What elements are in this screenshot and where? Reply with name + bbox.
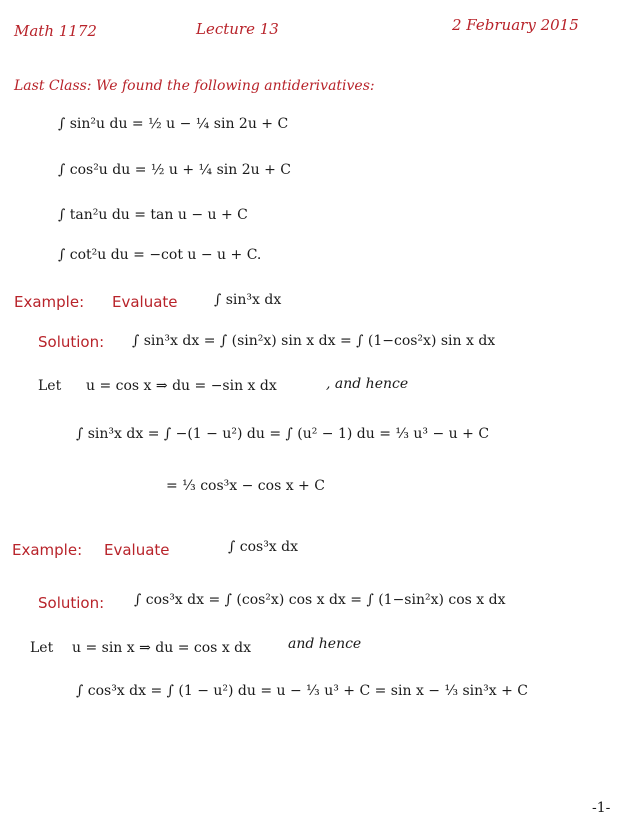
last-class-intro: Last Class: We found the following antiderivatives:: [14, 78, 375, 94]
page-number: -1-: [592, 800, 611, 816]
formula-cos-squared: ∫ cos²u du = ½ u + ¼ sin 2u + C: [58, 162, 291, 178]
example1-substitution: u = cos x ⇒ du = −sin x dx: [86, 378, 277, 394]
example2-let: Let: [30, 640, 54, 656]
example1-step2: = ⅓ cos³x − cos x + C: [166, 478, 325, 494]
example2-solution-line: ∫ cos³x dx = ∫ (cos²x) cos x dx = ∫ (1−sin²x) cos x dx: [134, 592, 506, 608]
example1-let: Let: [38, 378, 62, 394]
example2-and-hence: and hence: [288, 636, 362, 652]
example2-solution-label: Solution:: [38, 594, 105, 612]
example1-label: Example:: [14, 293, 85, 311]
lecture-date: 2 February 2015: [452, 16, 579, 34]
example2-label: Example:: [12, 541, 83, 559]
example1-prompt: Evaluate: [112, 293, 178, 311]
example2-step1: ∫ cos³x dx = ∫ (1 − u²) du = u − ⅓ u³ + C = sin x − ⅓ sin³x + C: [76, 683, 529, 699]
formula-cot-squared: ∫ cot²u du = −cot u − u + C.: [58, 247, 262, 263]
example1-solution-line: ∫ sin³x dx = ∫ (sin²x) sin x dx = ∫ (1−cos²x) sin x dx: [132, 333, 496, 349]
example1-and-hence: , and hence: [326, 376, 409, 392]
example1-step1: ∫ sin³x dx = ∫ −(1 − u²) du = ∫ (u² − 1) du = ⅓ u³ − u + C: [76, 426, 490, 442]
example2-integral: ∫ cos³x dx: [228, 539, 299, 555]
example2-substitution: u = sin x ⇒ du = cos x dx: [72, 640, 252, 656]
lecture-number: Lecture 13: [196, 20, 279, 38]
example1-integral: ∫ sin³x dx: [214, 292, 282, 308]
formula-tan-squared: ∫ tan²u du = tan u − u + C: [58, 207, 248, 223]
example1-solution-label: Solution:: [38, 333, 105, 351]
formula-sin-squared: ∫ sin²u du = ½ u − ¼ sin 2u + C: [58, 116, 289, 132]
example2-prompt: Evaluate: [104, 541, 170, 559]
course-title: Math 1172: [14, 22, 97, 40]
